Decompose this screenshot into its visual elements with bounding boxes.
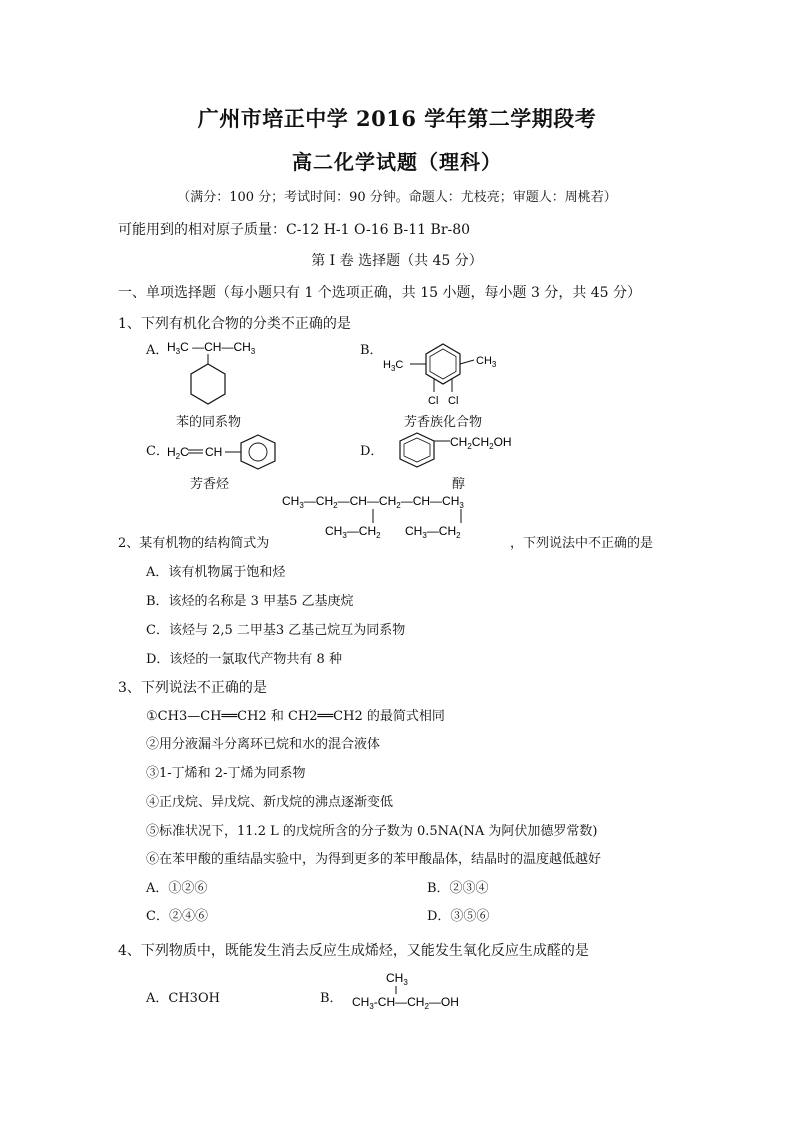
volume-title: 第 I 卷 选择题（共 45 分） — [311, 253, 483, 269]
q3-statement-6-text: 在苯甲酸的重结晶实验中，为得到更多的苯甲酸晶体，结晶时的温度越低越好 — [159, 852, 602, 867]
q1-structure-c — [165, 430, 285, 470]
q1-caption-a: 苯的同系物 — [176, 415, 242, 430]
q3-option-b: B．②③④ — [427, 881, 489, 896]
q1-caption-b: 芳香族化合物 — [404, 415, 483, 430]
circled-3: ③ — [146, 766, 160, 781]
q1-caption-c: 芳香烃 — [190, 477, 230, 492]
q3-statement-1-text: CH3—CH══CH2 和 CH2══CH2 的最简式相同 — [157, 709, 445, 724]
svg-text:CH: CH — [205, 445, 223, 459]
q2-option-b: B．该烃的名称是 3 甲基5 乙基庚烷 — [146, 594, 354, 609]
q3-statement-4 — [146, 791, 393, 810]
q3-stem: 3、下列说法不正确的是 — [118, 680, 267, 696]
svg-text:CH3: $CH_3$ — [476, 355, 497, 369]
q3-statement-1 — [146, 705, 445, 724]
q3-statement-2 — [146, 733, 380, 752]
q3-statement-4-text: 正戊烷、异戊烷、新戊烷的沸点逐渐变低 — [159, 795, 394, 810]
q3-statement-5-text: 标准状况下，11.2 L 的戊烷所含的分子数为 0.5NA(NA 为阿伏加德罗常数) — [159, 824, 598, 839]
q3-statement-2-text: 用分液漏斗分离环已烷和水的混合液体 — [159, 737, 381, 752]
svg-text:Cl: Cl — [448, 395, 459, 407]
section-title: 一、单项选择题（每小题只有 1 个选项正确，共 15 小题，每小题 3 分，共 45 分） — [118, 285, 642, 301]
q3-statement-3 — [146, 762, 305, 781]
svg-text:H3C: $H_3C$ — [383, 359, 404, 373]
svg-text:Cl: Cl — [428, 395, 439, 407]
q1-structure-a — [165, 337, 275, 409]
q1-option-d-label: D． — [360, 444, 384, 459]
q1-option-a-label: A． — [146, 343, 169, 358]
circled-4: ④ — [146, 795, 160, 810]
q1-structure-d — [395, 430, 525, 470]
svg-text:CH3: $CH_3$ — [386, 971, 408, 987]
exam-info: （满分：100 分；考试时间：90 分钟。命题人：尤枝亮；审题人：周桃若） — [177, 190, 617, 205]
svg-text:CH3—CH2—CH—CH2—CH—CH3: $CH_3—CH_2—CH—CH_2—CH—CH_3$ — [282, 494, 464, 510]
q3-option-a: A．①②⑥ — [146, 881, 208, 896]
circled-5: ⑤ — [146, 824, 160, 839]
q3-statement-5 — [146, 820, 597, 839]
q1-structure-b — [380, 338, 505, 410]
q3-option-c: C．②④⑥ — [146, 909, 208, 924]
q1-option-b-label: B． — [360, 343, 383, 358]
q1-option-c-label: C． — [146, 444, 169, 459]
svg-text:H2C: $H_2C$ — [167, 445, 189, 461]
circled-6: ⑥ — [146, 852, 160, 867]
svg-text:CH3—CH2: $CH_3—CH_2$ — [325, 524, 381, 540]
q2-structure — [280, 491, 525, 541]
q2-option-d: D．该烃的一氯取代产物共有 8 种 — [146, 652, 342, 667]
exam-subtitle: 高二化学试题（理科） — [292, 150, 502, 174]
q4-option-b-label: B． — [320, 991, 343, 1006]
q2-stem-after: ，下列说法中不正确的是 — [510, 536, 654, 551]
q1-stem: 1、下列有机化合物的分类不正确的是 — [118, 316, 351, 332]
q4-option-a: A．CH3OH — [146, 991, 220, 1006]
circled-2: ② — [146, 737, 160, 752]
q3-option-d: D．③⑤⑥ — [427, 909, 490, 924]
exam-title: 广州市培正中学 2016 学年第二学期段考 — [197, 106, 597, 131]
svg-text:H3C —CH—CH3: $H_3C$ $—CH—CH_3$ — [167, 340, 256, 356]
q3-statement-6 — [146, 848, 601, 867]
q2-option-a: A．该有机物属于饱和烃 — [146, 565, 286, 580]
circled-1: ① — [146, 709, 158, 724]
q4-structure-b — [350, 968, 485, 1012]
q1-caption-d: 醇 — [452, 477, 466, 492]
q3-statement-3-text: 1-丁烯和 2-丁烯为同系物 — [159, 766, 306, 781]
q2-stem-before: 2、某有机物的结构简式为 — [118, 536, 270, 551]
q4-stem: 4、下列物质中，既能发生消去反应生成烯烃，又能发生氧化反应生成醛的是 — [118, 943, 589, 959]
svg-text:CH3—CH2: $CH_3—CH_2$ — [405, 524, 461, 540]
q2-option-c: C．该烃与 2,5 二甲基3 乙基己烷互为同系物 — [146, 623, 406, 638]
atomic-masses: 可能用到的相对原子质量：C-12 H-1 O-16 B-11 Br-80 — [118, 222, 471, 238]
svg-text:CH2CH2OH: $CH_2CH_2OH$ — [450, 435, 512, 451]
svg-text:CH3-CH—CH2—OH: $CH_3-CH—CH_2—OH$ — [352, 995, 459, 1011]
